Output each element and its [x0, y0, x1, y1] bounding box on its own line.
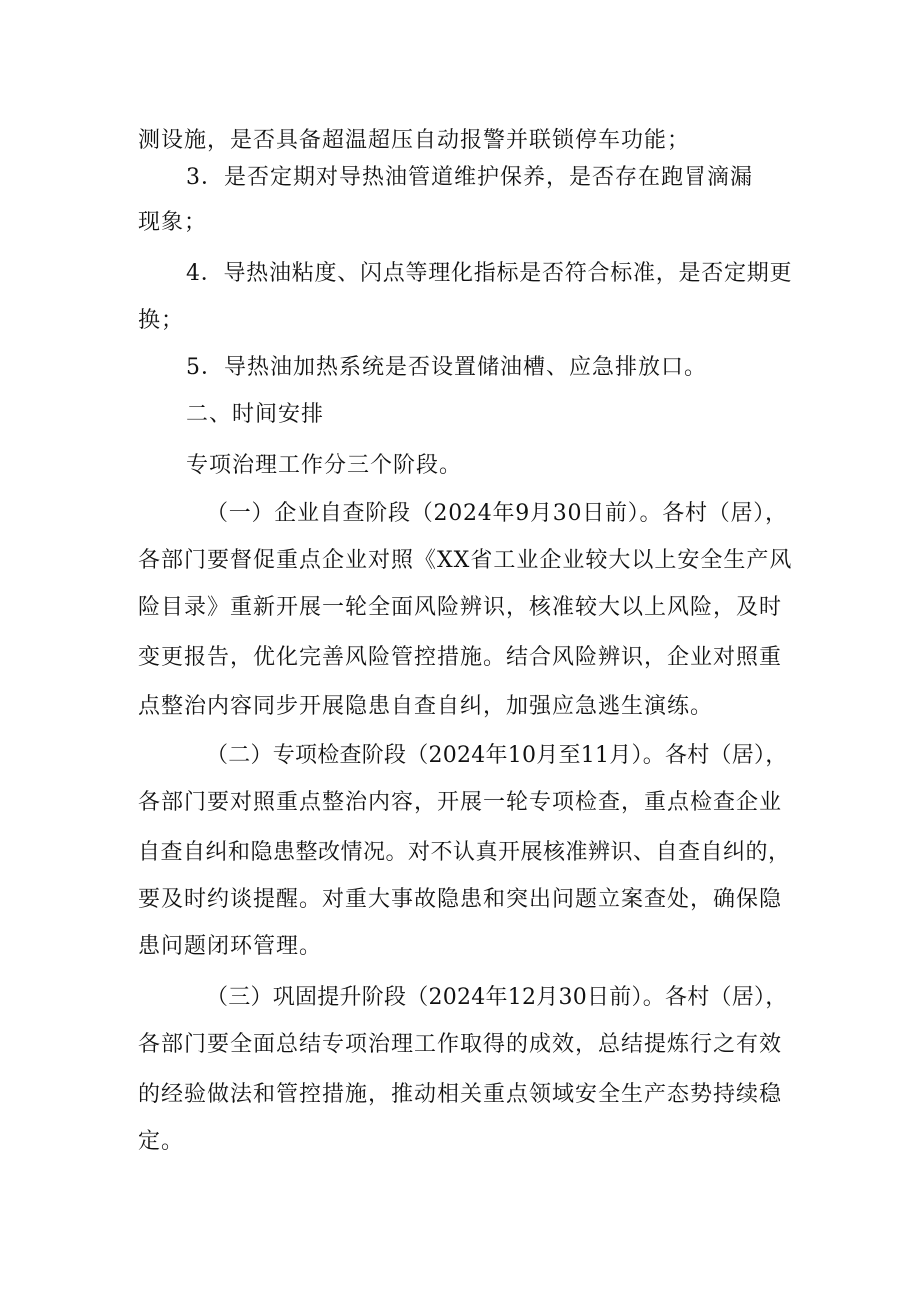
- text-line: 4．导热油粘度、闪点等理化指标是否符合标准，是否定期更: [186, 261, 793, 286]
- text-line: 患问题闭环管理。: [138, 934, 323, 959]
- text-line: 各部门要对照重点整治内容，开展一轮专项检查，重点检查企业: [138, 790, 783, 815]
- text-line: 各部门要全面总结专项治理工作取得的成效，总结提炼行之有效: [138, 1032, 783, 1057]
- text-line: 定。: [138, 1129, 185, 1154]
- text-line: （二）专项检查阶段（2024年10月至11月）。各村（居），: [206, 743, 788, 768]
- text-line: 变更报告，优化完善风险管控措施。结合风险辨识，企业对照重: [138, 645, 783, 670]
- text-line: 5．导热油加热系统是否设置储油槽、应急排放口。: [186, 355, 707, 380]
- text-line: 要及时约谈提醒。对重大事故隐患和突出问题立案查处，确保隐: [138, 887, 783, 912]
- text-line: 自查自纠和隐患整改情况。对不认真开展核准辨识、自查自纠的，: [138, 840, 791, 865]
- text-line: 的经验做法和管控措施，推动相关重点领域安全生产态势持续稳: [138, 1082, 783, 1107]
- text-line: （一）企业自查阶段（2024年9月30日前）。各村（居），: [206, 501, 788, 526]
- text-line: （三）巩固提升阶段（2024年12月30日前）。各村（居），: [206, 985, 788, 1010]
- text-line: 3．是否定期对导热油管道维护保养，是否存在跑冒滴漏: [186, 165, 753, 190]
- text-line: 换；: [138, 308, 185, 333]
- text-line: 专项治理工作分三个阶段。: [186, 453, 463, 478]
- text-line: 测设施，是否具备超温超压自动报警并联锁停车功能；: [138, 128, 691, 153]
- text-line: 现象；: [138, 210, 208, 235]
- text-line: 各部门要督促重点企业对照《XX省工业企业较大以上安全生产风: [138, 548, 793, 573]
- section-heading: 二、时间安排: [186, 402, 325, 427]
- text-line: 点整治内容同步开展隐患自查自纠，加强应急逃生演练。: [138, 694, 714, 719]
- text-line: 险目录》重新开展一轮全面风险辨识，核准较大以上风险，及时: [138, 595, 783, 620]
